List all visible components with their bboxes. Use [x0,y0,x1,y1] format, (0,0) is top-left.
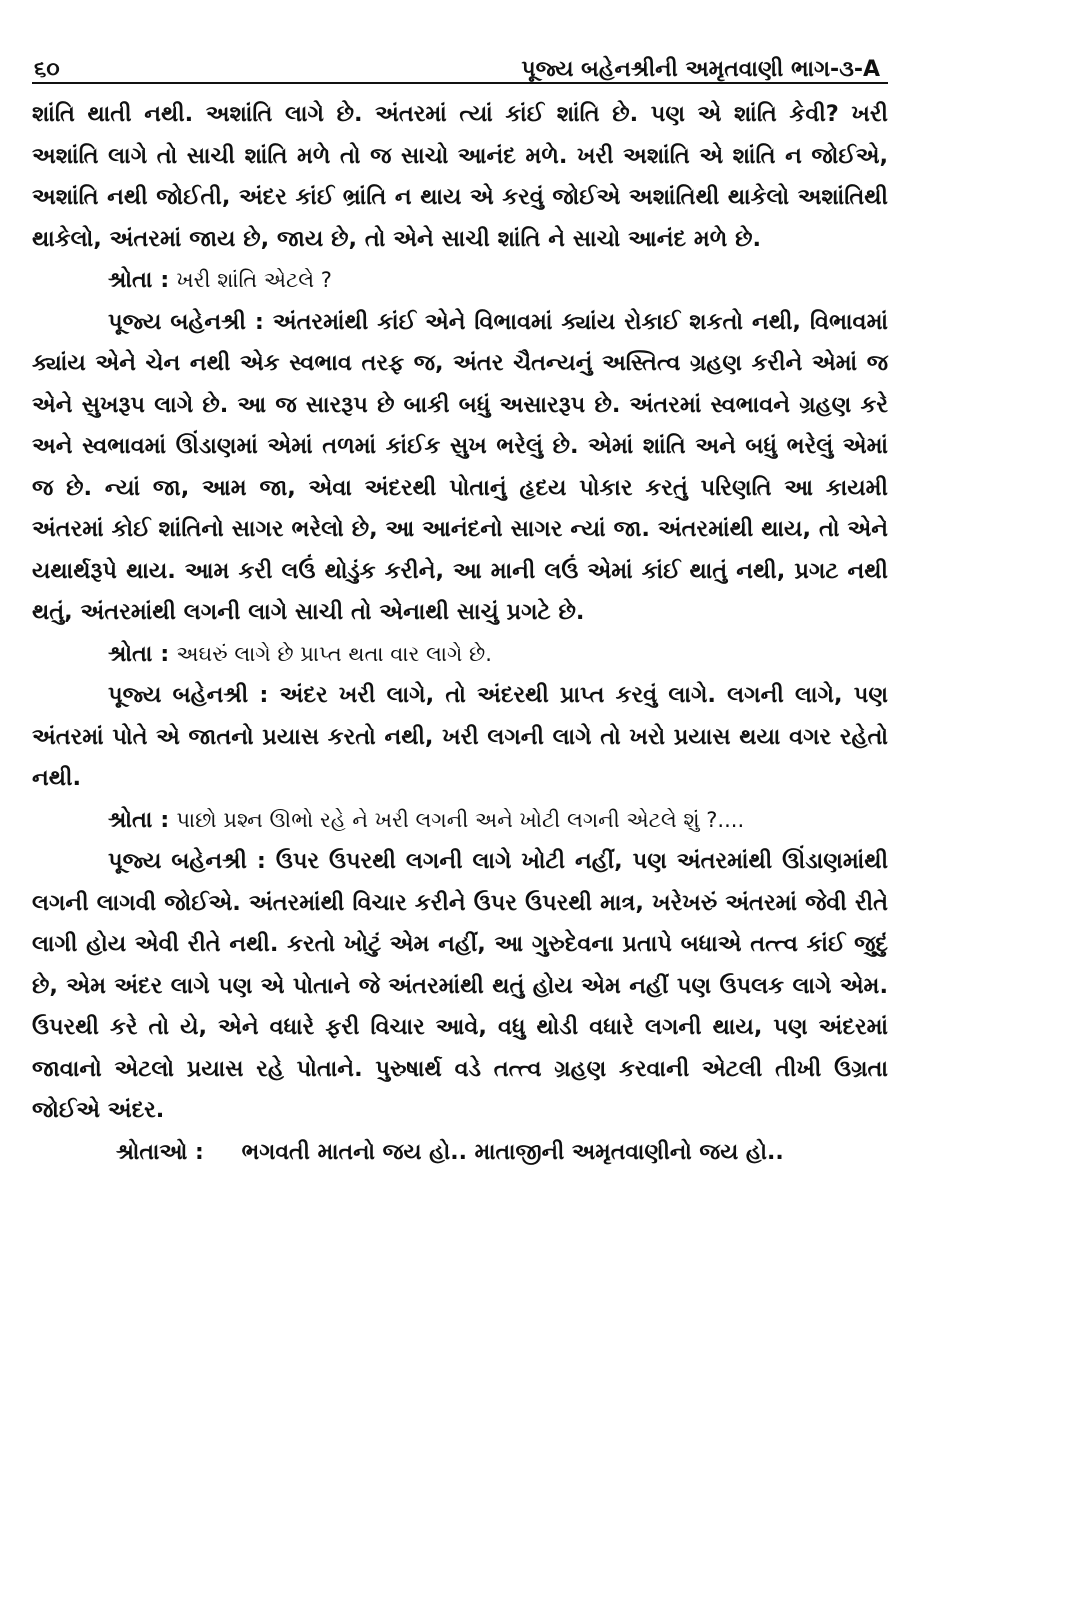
book-title: પૂજ્ય બહેનશ્રીની અમૃતવાણી ભાગ-૩-A [521,57,880,82]
answer-paragraph-2 [32,675,888,800]
listener-label: શ્રોતા : [108,267,170,293]
question-text-2: અઘરું લાગે છે પ્રાપ્ત થતા વાર લાગે છે. [176,641,492,666]
listener-label: શ્રોતા : [108,640,170,667]
answer-paragraph-1 [32,302,888,634]
question-text-1: ખરી શાંતિ એટલે ? [176,268,332,292]
closing-text: ભગવતી માતનો જય હો.. માતાજીની અમૃતવાણીનો જય હો.. [241,1139,784,1165]
speaker-label: પૂજ્ય બહેનશ્રી : [108,308,264,335]
answer-text-3: ઉપર ઉપરથી લગની લાગે ખોટી નહીં, પણ અંતરમાંથી ઊંડાણમાંથી લગની લાગવી જોઈએ. અંતરમાંથી વિચાર કરીને ઉપર ઉપરથી માત્ર, ખરેખરું અંતરમાં જેવી રીતે લાગી હોય એવી રીતે નથી. કરતો ખોટું એમ નહીં, આ ગુરુદેવના પ્રતાપે બધાએ તત્ત્વ કાંઈ જુદું છે, એમ અંદર લાગે પણ એ પોતાને જે અંતરમાંથી થતું હોય એમ નહીં પણ ઉપલક લાગે એમ. ઉપરથી કરે તો યે, એને વધારે ફરી વિચાર આવે, વધુ થોડી વધારે લગની થાય, પણ અંદરમાં જાવાનો એટલો પ્રયાસ રહે પોતાને. પુરુષાર્થ વડે તત્ત્વ ગ્રહણ કરવાની એટલી તીખી ઉગ્રતા જોઈએ અંદર. [32,848,888,1123]
question-text-3: પાછો પ્રશ્ન ઊભો રહે ને ખરી લગની અને ખોટી લગની એટલે શું ?.... [176,807,745,832]
opening-paragraph: શાંતિ થાતી નથી. અશાંતિ લાગે છે. અંતરમાં ત્યાં કાંઈ શાંતિ છે. પણ એ શાંતિ કેવી? ખરી અશાંતિ લાગે તો સાચી શાંતિ મળે તો જ સાચો આનંદ મળે. ખરી અશાંતિ એ શાંતિ ન જોઈએ, અશાંતિ નથી જોઈતી, અંદર કાંઈ ભ્રાંતિ ન થાય એ કરવું જોઈએ અશાંતિથી થાકેલો અશાંતિથી થાકેલો, અંતરમાં જાય છે, જાય છે, તો એને સાચી શાંતિ ને સાચો આનંદ મળે છે. [32,101,888,252]
page-number: ૬૦ [34,57,60,82]
document-page [32,40,888,1173]
listener-label: શ્રોતા : [108,806,170,833]
running-header [32,40,888,84]
speaker-label: પૂજ્ય બહેનશ્રી : [108,682,269,708]
listener-question-3 [32,800,888,842]
closing-line [32,1132,888,1174]
listener-question-1 [32,260,888,302]
speaker-label: પૂજ્ય બહેનશ્રી : [108,848,266,874]
listener-question-2 [32,634,888,676]
audience-label: શ્રોતાઓ : [116,1139,204,1165]
answer-text-2: અંદર ખરી લાગે, તો અંદરથી પ્રાપ્ત કરવું લાગે. લગની લાગે, પણ અંતરમાં પોતે એ જાતનો પ્રયાસ કરતો નથી, ખરી લગની લાગે તો ખરો પ્રયાસ થયા વગર રહેતો નથી. [32,682,888,791]
body-text [32,94,888,1173]
answer-paragraph-3 [32,841,888,1132]
answer-text-1: અંતરમાંથી કાંઈ એને વિભાવમાં ક્યાંય રોકાઈ શકતો નથી, વિભાવમાં ક્યાંય એને ચેન નથી એક સ્વભાવ તરફ જ, અંતર ચૈતન્યનું અસ્તિત્વ ગ્રહણ કરીને એમાં જ એને સુખરૂપ લાગે છે. આ જ સારરૂપ છે બાકી બધું અસારરૂપ છે. અંતરમાં સ્વભાવને ગ્રહણ કરે અને સ્વભાવમાં ઊંડાણમાં એમાં તળમાં કાંઈક સુખ ભરેલું છે. એમાં શાંતિ અને બધું ભરેલું એમાં જ છે. ન્યાં જા, આમ જા, એવા અંદરથી પોતાનું હૃદય પોકાર કરતું પરિણતિ આ કાયમી અંતરમાં કોઈ શાંતિનો સાગર ભરેલો છે, આ આનંદનો સાગર ન્યાં જા. અંતરમાંથી થાય, તો એને યથાર્થરૂપે થાય. આમ કરી લઉં થોડુંક કરીને, આ માની લઉં એમાં કાંઈ થાતું નથી, પ્રગટ નથી થતું, અંતરમાંથી લગની લાગે સાચી તો એનાથી સાચું પ્રગટે છે. [32,308,888,625]
